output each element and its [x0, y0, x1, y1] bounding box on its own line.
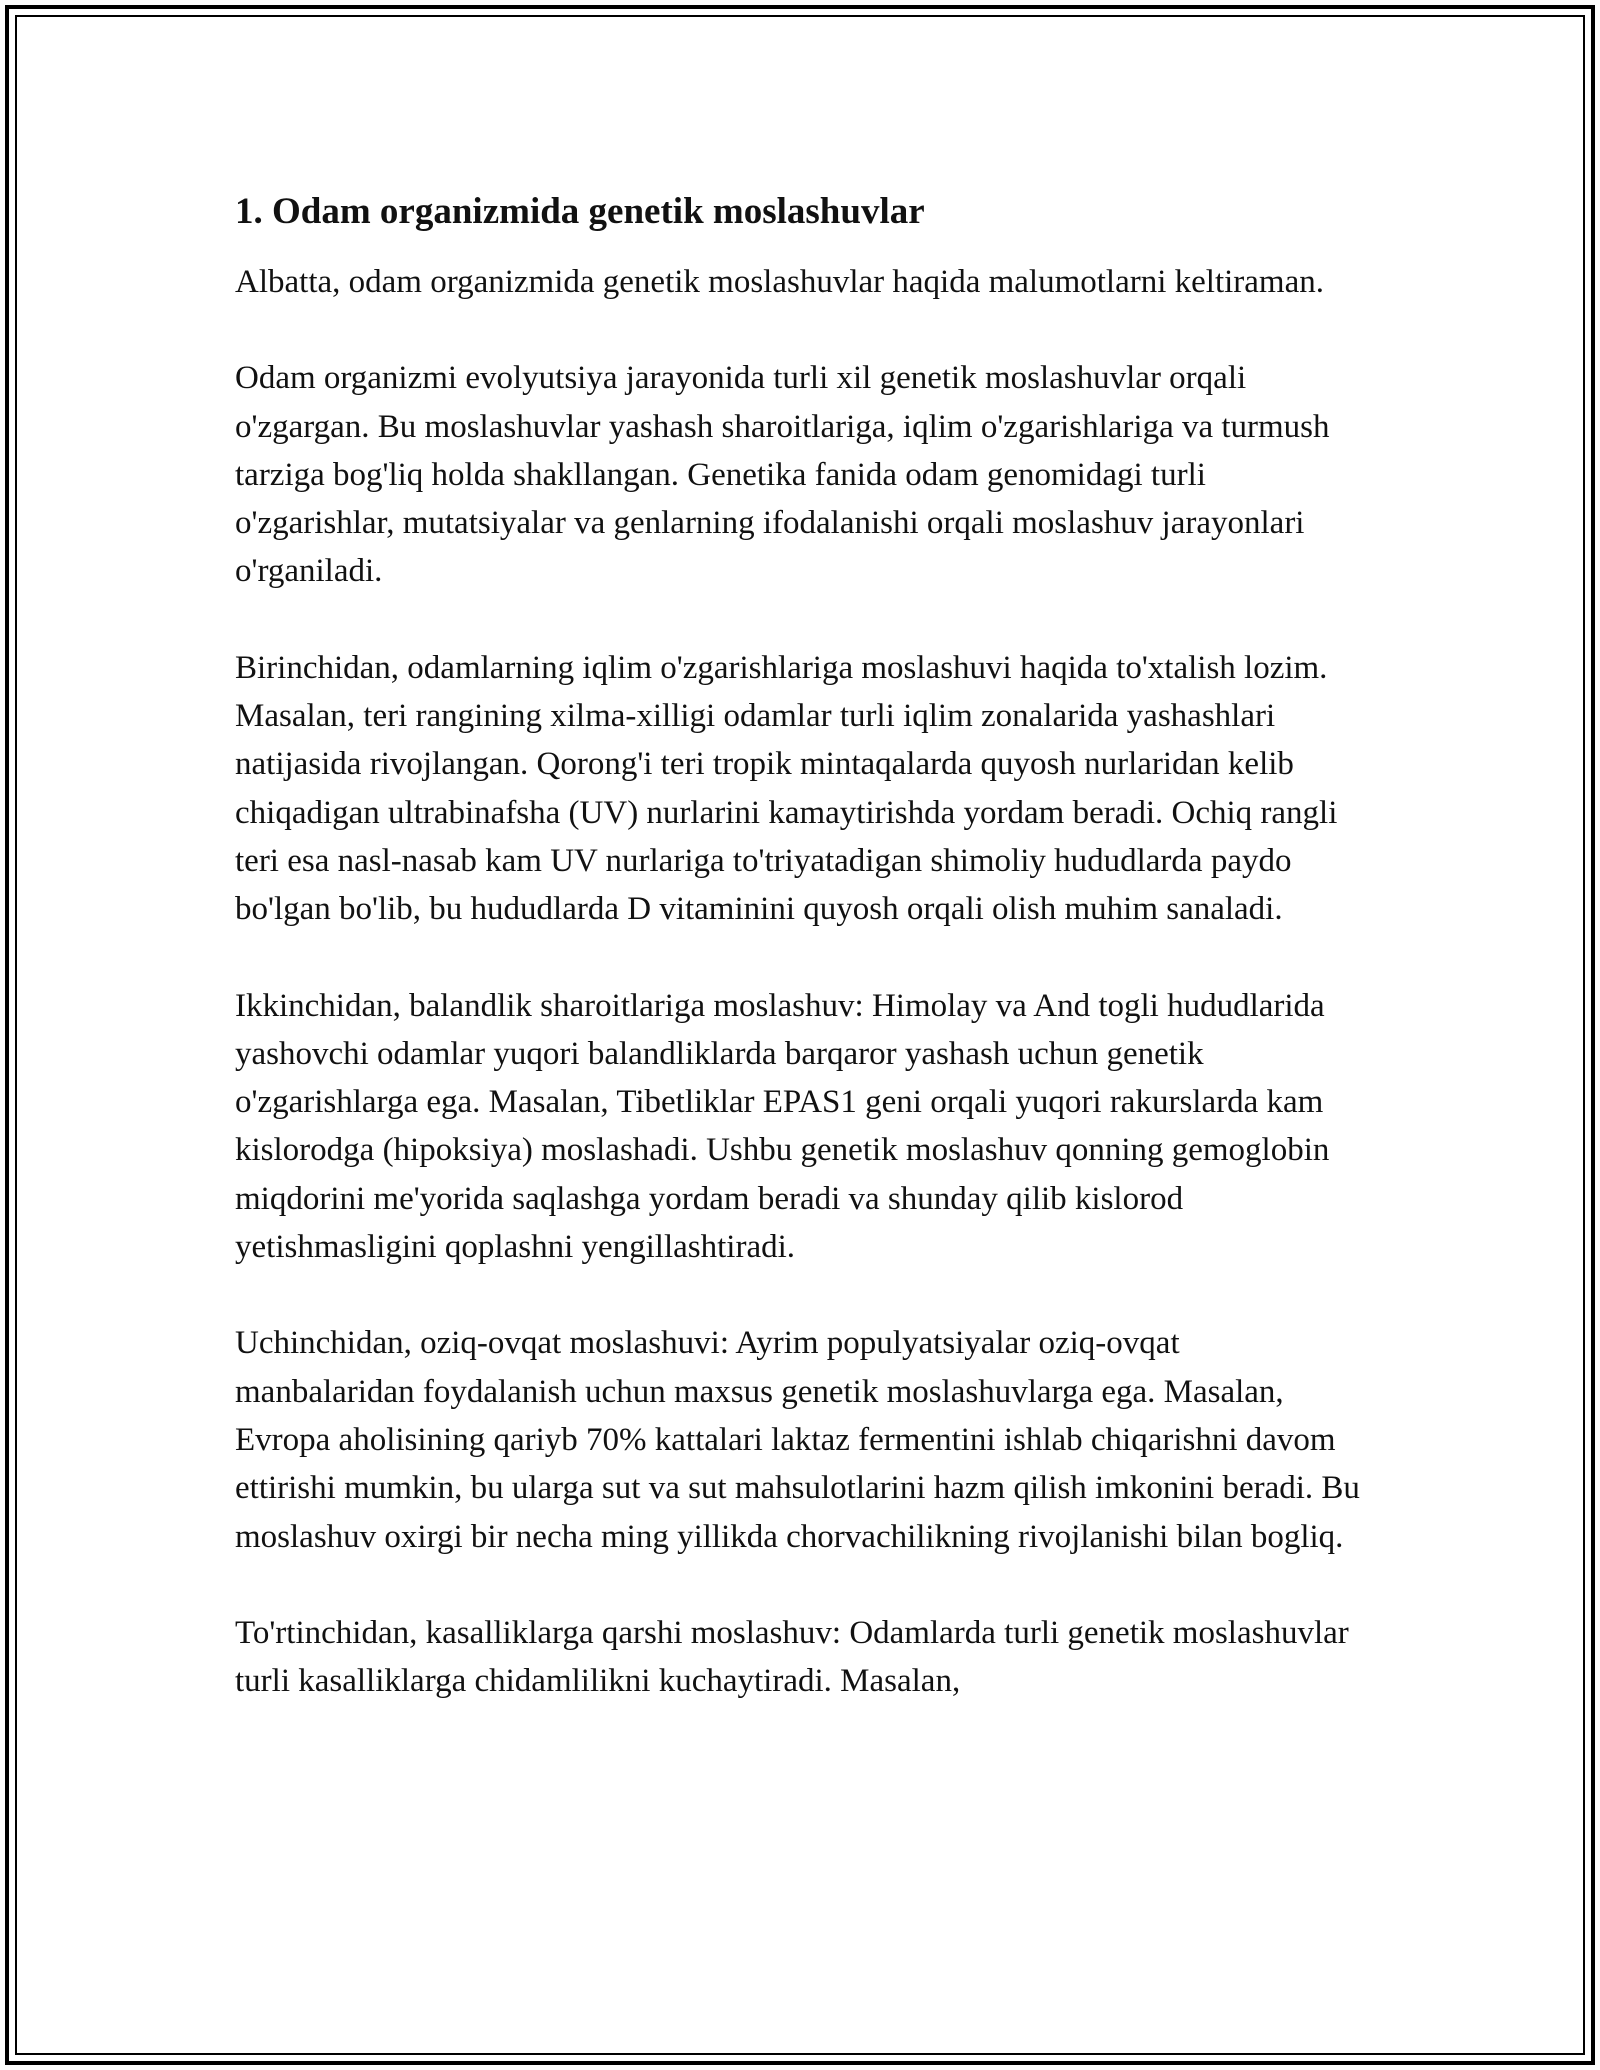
paragraph-disease: To'rtinchidan, kasalliklarga qarshi moslashuv: Odamlarda turli genetik moslashuvlar turli kasalliklarga chidamlilikni kuchaytiradi. Masalan, [235, 1614, 1349, 1700]
paragraph-altitude: Ikkinchidan, balandlik sharoitlariga moslashuv: Himolay va And togli hududlarida yashovchi odamlar yuqori balandliklarda barqaror yashash uchun genetik o'zgarishlarga ega. Masalan, Tibetliklar EPAS1 geni orqali yuqori rakurslarda kam kislorodga (hipoksiya) moslashadi. Ushbu genetik moslashuv qonning gemoglobin miqdorini me'yorida saqlashga yordam beradi va shunday qilib kislorod yetishmasligini qoplashni yengillashtiradi. [235, 987, 1330, 1266]
paragraph-intro: Albatta, odam organizmida genetik moslashuvlar haqida malumotlarni keltiraman. [235, 264, 1324, 300]
document-body [235, 186, 1365, 1753]
paragraph-diet: Uchinchidan, oziq-ovqat moslashuvi: Ayrim populyatsiyalar oziq-ovqat manbalaridan foydalanish uchun maxsus genetik moslashuvlarga ega. Masalan, Evropa aholisining qariyb 70% kattalari laktaz fermentini ishlab chiqarishni davom ettirishi mumkin, bu ularga sut va sut mahsulotlarini hazm qilish imkonini beradi. Bu moslashuv oxirgi bir necha ming yillikda chorvachilikning rivojlanishi bilan bogliq. [235, 1325, 1360, 1555]
section-heading: 1. Odam organizmida genetik moslashuvlar [235, 191, 925, 232]
paragraph-climate: Birinchidan, odamlarning iqlim o'zgarishlariga moslashuvi haqida to'xtalish lozim. Masalan, teri rangining xilma-xilligi odamlar turli iqlim zonalarida yashashlari natijasida rivojlangan. Qorong'i teri tropik mintaqalarda quyosh nurlaridan kelib chiqadigan ultrabinafsha (UV) nurlarini kamaytirishda yordam beradi. Ochiq rangli teri esa nasl-nasab kam UV nurlariga to'triyatadigan shimoliy hududlarda paydo bo'lgan bo'lib, bu hududlarda D vitaminini quyosh orqali olish muhim sanaladi. [235, 649, 1338, 928]
paragraph-evolution: Odam organizmi evolyutsiya jarayonida turli xil genetik moslashuvlar orqali o'zgargan. Bu moslashuvlar yashash sharoitlariga, iqlim o'zgarishlariga va turmush tarziga bog'liq holda shakllangan. Genetika fanida odam genomidagi turli o'zgarishlar, mutatsiyalar va genlarning ifodalanishi orqali moslashuv jarayonlari o'rganiladi. [235, 360, 1330, 590]
